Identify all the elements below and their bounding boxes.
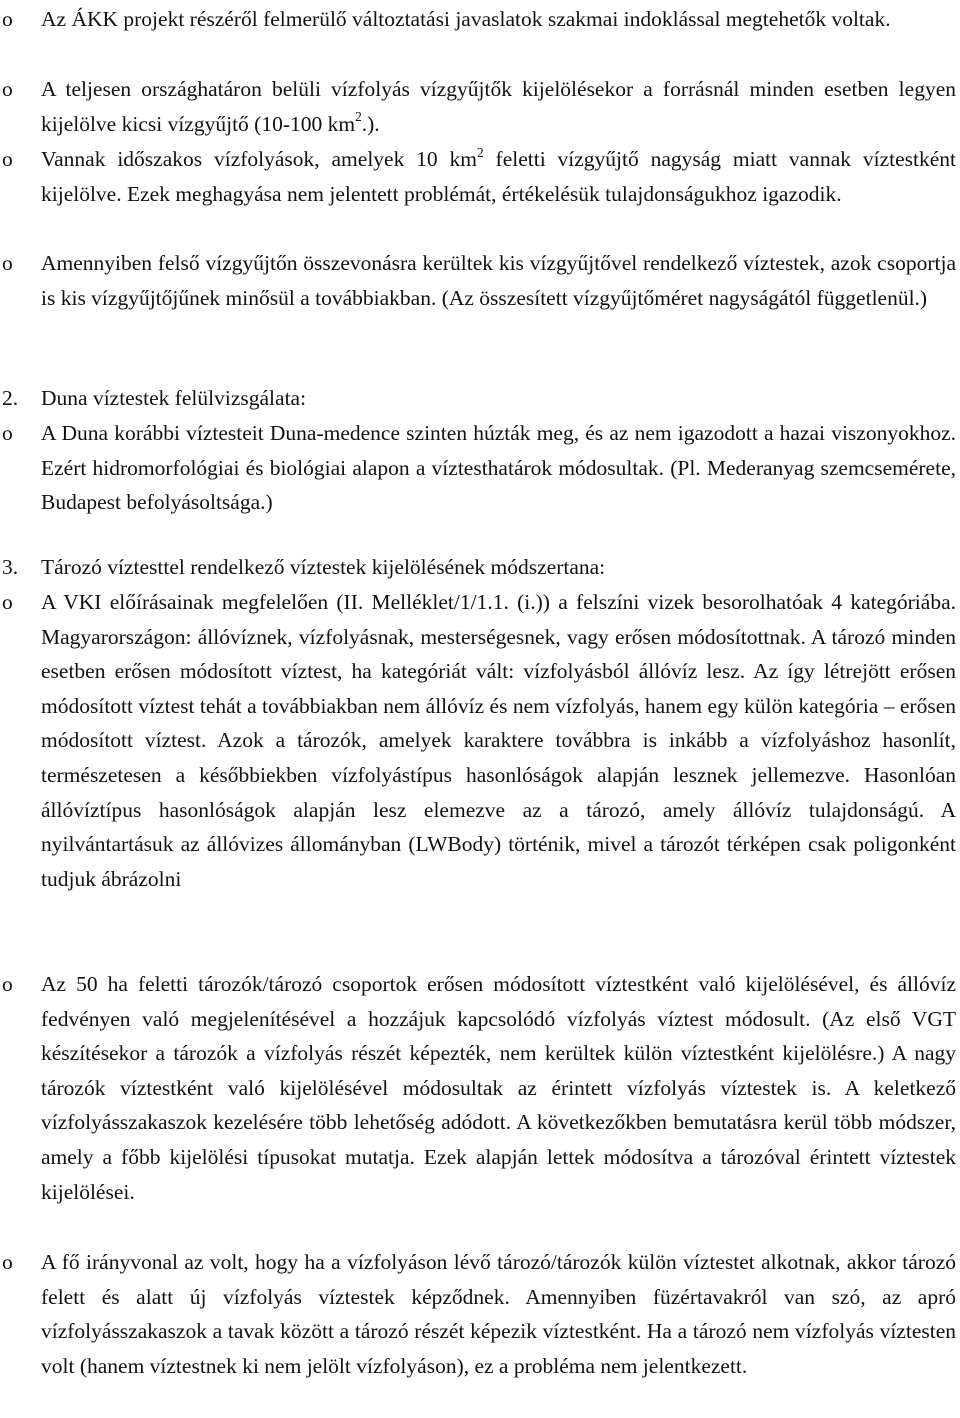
bullet-marker: o bbox=[2, 7, 13, 31]
paragraph-text: Az 50 ha feletti tározók/tározó csoportok erősen módosított víztestként való kijelölésével, és állóvíz fedvényen való megjelenítésével a hozzájuk kapcsolódó vízfolyás víztest módosult. (Az első VGT készítésekor a tározók a vízfolyás részét képezték, nem kerültek külön víztestként kijelölésre.) A nagy tározók víztestként való kijelölésével módosultak az érintett vízfolyás víztestek is. A keletkező vízfolyásszakaszok kezelésére több lehetőség adódott. A következőkben bemutatásra kerül több módszer, amely a főbb kijelölési típusokat mutatja. Ezek alapján lettek módosítva a tározóval érintett víztestek kijelölései. bbox=[41, 972, 956, 1204]
paragraph-text: Az ÁKK projekt részéről felmerülő változtatási javaslatok szakmai indoklással megtehetők voltak. bbox=[41, 7, 891, 31]
paragraph-text: A Duna korábbi víztesteit Duna-medence szinten húzták meg, és az nem igazodott a hazai viszonyokhoz. Ezért hidromorfológiai és biológiai alapon a víztesthatárok módosultak. (Pl. Mederanyag szemcsemérete, Budapest befolyásoltsága.) bbox=[41, 421, 956, 515]
superscript: 2 bbox=[477, 144, 484, 160]
section-title: Tározó víztesttel rendelkező víztestek kijelölésének módszertana: bbox=[41, 555, 606, 579]
bullet-marker: o bbox=[2, 590, 13, 614]
superscript: 2 bbox=[355, 109, 362, 125]
section-number: 3. bbox=[2, 555, 19, 579]
paragraph-text: Amennyiben felső vízgyűjtőn összevonásra kerültek kis vízgyűjtővel rendelkező víztestek, azok csoportja is kis vízgyűjtőjűnek minősül a továbbiakban. (Az összesített vízgyűjtőméret nagyságától függetlenül.) bbox=[41, 251, 956, 310]
bullet-marker: o bbox=[2, 421, 13, 445]
paragraph-text: Vannak időszakos vízfolyások, amelyek 10 $km^2$ feletti vízgyűjtő nagyság miatt vannak víztestként kijelölve. Ezek meghagyása nem jelentett problémát, értékelésük tulajdonságukhoz igazodik. bbox=[41, 144, 956, 206]
paragraph-text: A VKI előírásainak megfelelően (II. Melléklet/1/1.1. (i.)) a felszíni vizek besorolhatóak 4 kategóriába. Magyarországon: állóvíznek, vízfolyásnak, mesterségesnek, vagy erősen módosítottnak. A tározó minden esetben erősen módosított víztest, ha kategóriát vált: vízfolyásból állóvíz lesz. Az így létrejött erősen módosított víztest tehát a továbbiakban nem állóvíz és nem vízfolyás, hanem egy külön kategória – erősen módosított víztest. Azok a tározók, amelyek karaktere továbbra is inkább a vízfolyáshoz hasonlít, természetesen a későbbiekben vízfolyástípus hasonlóságok alapján lesznek jellemezve. Hasonlóan állóvíztípus hasonlóságok alapján lesz elemezve az a tározó, amely állóvíz tulajdonságú. A nyilvántartásuk az állóvizes állományban (LWBody) történik, mivel a tározót térképen csak poligonként tudjuk ábrázolni bbox=[41, 590, 956, 891]
section-title: Duna víztestek felülvizsgálata: bbox=[41, 386, 307, 410]
section-number: 2. bbox=[2, 386, 19, 410]
bullet-marker: o bbox=[2, 251, 13, 275]
paragraph-text: A fő irányvonal az volt, hogy ha a vízfolyáson lévő tározó/tározók külön víztestet alkotnak, akkor tározó felett és alatt új vízfolyás víztestek képződnek. Amennyiben füzértavakról van szó, az apró vízfolyásszakaszok a tavak között a tározó részét képezik víztestként. Ha a tározó nem vízfolyás víztesten volt (hanem víztestnek ki nem jelölt vízfolyáson), ez a probléma nem jelentkezett. bbox=[41, 1250, 956, 1378]
bullet-marker: o bbox=[2, 147, 13, 171]
paragraph-text: A teljesen országhatáron belüli vízfolyás vízgyűjtők kijelölésekor a forrásnál minden esetben legyen kijelölve kicsi vízgyűjtő (10-100 $km^2$.). bbox=[41, 77, 956, 136]
bullet-marker: o bbox=[2, 1250, 13, 1274]
bullet-marker: o bbox=[2, 77, 13, 101]
bullet-marker: o bbox=[2, 972, 13, 996]
